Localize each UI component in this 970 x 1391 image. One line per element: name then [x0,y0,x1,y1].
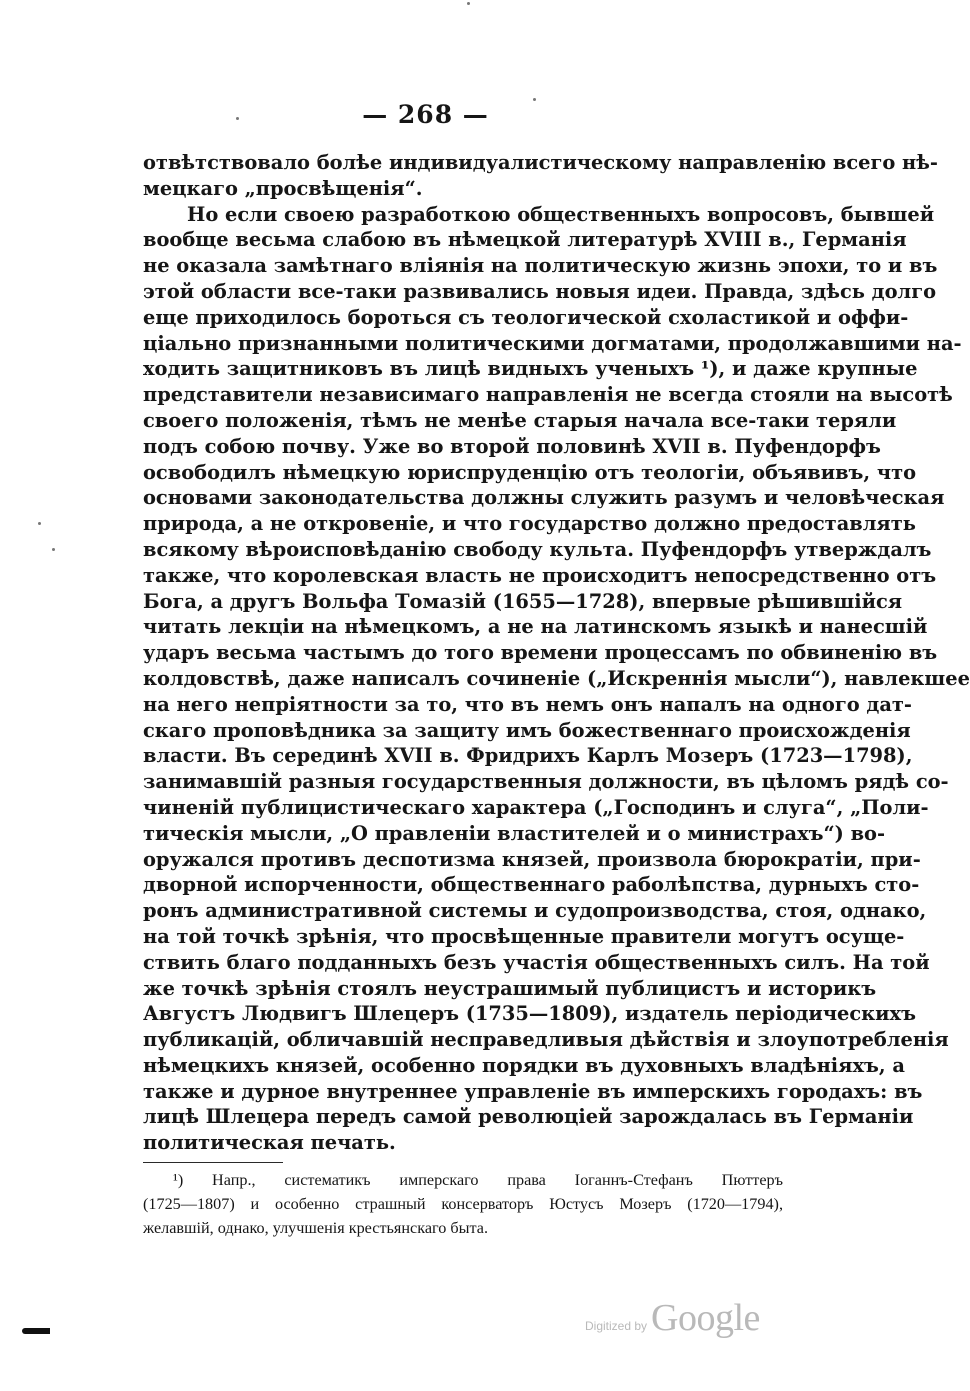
scan-speck [38,522,41,525]
text-line: мецкаго „просвѣщенія“. [143,176,423,200]
text-line: также, что королевская власть не происходитъ непосредственно отъ [143,563,937,587]
text-line: ронъ административной системы и судопроизводства, стоя, однако, [143,899,927,923]
text-line: освободилъ нѣмецкую юриспруденцію отъ теологіи, объявивъ, что [143,460,917,484]
text-line: природа, а не откровеніе, и что государство должно предоставлять [143,512,916,536]
text-line: Августъ Людвигъ Шлецеръ (1735—1809), издатель періодическихъ [143,1002,916,1026]
text-line: не оказала замѣтнаго вліянія на политическую жизнь эпохи, то и въ [143,254,938,278]
footnote-line: (1725—1807) и особенно страшный консерваторъ Юстусъ Мозеръ (1720—1794), [143,1195,783,1213]
text-line: всякому вѣроисповѣданію свободу культа. Пуфендорфъ утверждалъ [143,537,932,561]
text-line: тическія мысли, „О правленіи властителей и о министрахъ“) во- [143,821,886,845]
text-line: Но если своею разработкою общественныхъ вопросовъ, бывшей [187,202,935,226]
scan-speck [467,2,470,5]
text-line: ціально признанными политическими догматами, продолжавшими на- [143,331,962,355]
text-line: чиненій публицистическаго характера („Господинъ и слуга“, „Поли- [143,795,929,819]
watermark-prefix: Digitized by [585,1319,648,1333]
footnote-line: желавшій, однако, улучшенія крестьянскаго быта. [143,1219,488,1237]
text-line: политическая печать. [143,1131,396,1155]
scan-speck [533,98,536,101]
text-line: также и дурное внутреннее управленіе въ имперскихъ городахъ: въ [143,1079,923,1103]
text-line: читать лекціи на нѣмецкомъ, а не на латинскомъ языкѣ и нанесшій [143,615,928,639]
page-number: — 268 — [362,100,489,129]
footnote-line: ¹) Напр., систематикъ имперскаго права Іоганнъ-Стефанъ Пюттеръ [173,1171,783,1189]
text-line: же точкѣ зрѣнія стоялъ неустрашимый публицистъ и историкъ [143,976,877,1000]
text-line: представители независимаго направленія не всегда стояли на высотѣ [143,383,953,407]
footnote-divider [143,1162,283,1163]
footnotes [143,1168,783,1240]
text-line: публикацій, обличавшій несправедливыя дѣйствія и злоупотребленія [143,1028,949,1052]
text-line: своего положенія, тѣмъ не менѣе старыя начала все-таки теряли [143,408,897,432]
text-line: ударъ весьма частымъ до того времени процессамъ по обвиненію въ [143,641,938,665]
text-line: дворной испорченности, общественнаго раболѣпства, дурныхъ сто- [143,873,920,897]
text-line: основами законодательства должны служить разумъ и человѣческая [143,486,945,510]
text-line: колдовствѣ, даже написалъ сочиненіе („Искреннія мысли“), навлекшее [143,666,970,690]
text-line: власти. Въ серединѣ XVII в. Фридрихъ Карлъ Мозеръ (1723—1798), [143,744,913,768]
scan-speck [236,117,239,120]
text-line: ствить благо подданныхъ безъ участія общественныхъ силъ. На той [143,950,930,974]
text-line: вообще весьма слабою въ нѣмецкой литературѣ XVIII в., Германія [143,228,907,252]
text-line: еще приходилось бороться съ теологической схоластикой и оффи- [143,305,909,329]
text-line: подъ собою почву. Уже во второй половинѣ XVII в. Пуфендорфъ [143,434,881,458]
scan-edge-mark [22,1328,50,1334]
text-line: отвѣтствовало болѣе индивидуалистическому направленію всего нѣ- [143,151,938,174]
text-line: ходить защитниковъ въ лицѣ видныхъ ученыхъ ¹), и даже крупные [143,357,918,381]
text-line: лицѣ Шлецера передъ самой революціей зарождалась въ Германіи [143,1105,914,1129]
digitized-by-google-watermark [585,1296,760,1340]
google-logo: Google [651,1297,760,1339]
main-text [143,150,970,1156]
text-line: оружался противъ деспотизма князей, произвола бюрократіи, при- [143,847,921,871]
text-line: Бога, а другъ Вольфа Томазій (1655—1728), впервые рѣшившійся [143,589,903,613]
text-line: нѣмецкихъ князей, особенно порядки въ духовныхъ владѣніяхъ, а [143,1053,905,1077]
scan-speck [52,548,55,551]
text-line: занимавшій разныя государственныя должности, въ цѣломъ рядѣ со- [143,770,949,794]
text-line: на той точкѣ зрѣнія, что просвѣщенные правители могутъ осуще- [143,924,905,948]
text-line: этой области все-таки развивались новыя идеи. Правда, здѣсь долго [143,279,937,303]
text-line: скаго проповѣдника за защиту имъ божественнаго происхожденія [143,718,911,742]
text-line: на него непріятности за то, что въ немъ онъ напалъ на одного дат- [143,692,912,716]
